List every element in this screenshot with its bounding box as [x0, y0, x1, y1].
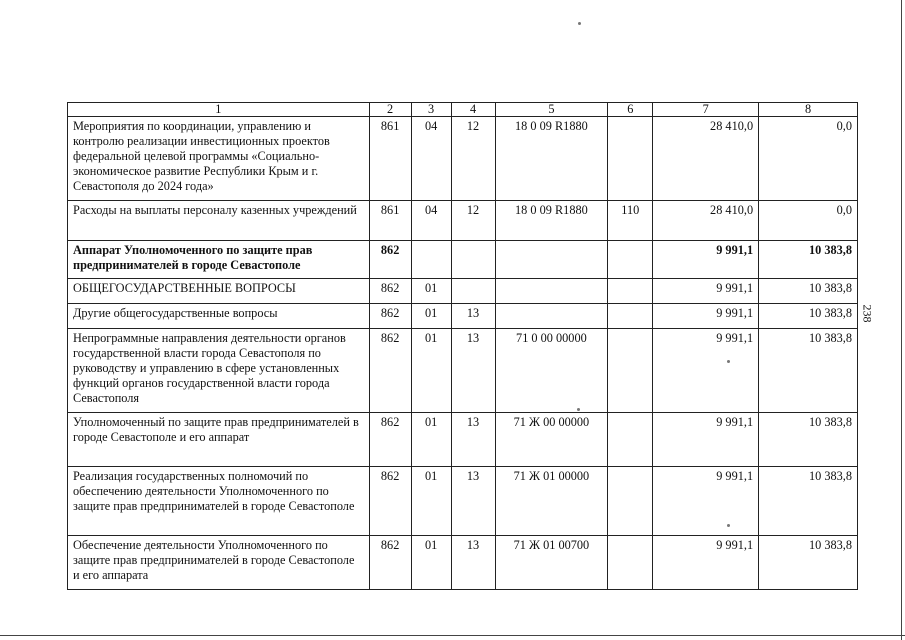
scan-speck	[727, 360, 730, 363]
row-col-2: 861	[369, 117, 411, 201]
row-name: Обеспечение деятельности Уполномоченного по защите прав предпринимателей в городе Севастополе и его аппарата	[68, 536, 370, 590]
row-col-6	[608, 413, 653, 467]
header-col-8: 8	[759, 103, 858, 117]
row-col-8: 10 383,8	[759, 536, 858, 590]
row-name: Расходы на выплаты персоналу казенных учреждений	[68, 201, 370, 241]
row-name: Реализация государственных полномочий по обеспечению деятельности Уполномоченного по защите прав предпринимателей в городе Севастополе	[68, 467, 370, 536]
page-number: 238	[860, 304, 875, 323]
row-col-5: 71 Ж 01 00000	[495, 467, 608, 536]
row-col-7: 9 991,1	[653, 241, 759, 279]
row-col-4	[451, 279, 495, 304]
row-col-8: 10 383,8	[759, 279, 858, 304]
row-col-4: 13	[451, 413, 495, 467]
row-col-4: 13	[451, 329, 495, 413]
row-name: Уполномоченный по защите прав предпринимателей в городе Севастополе и его аппарат	[68, 413, 370, 467]
row-col-4: 13	[451, 536, 495, 590]
row-col-7: 9 991,1	[653, 536, 759, 590]
row-col-5: 71 Ж 01 00700	[495, 536, 608, 590]
row-col-6	[608, 241, 653, 279]
row-name: Другие общегосударственные вопросы	[68, 304, 370, 329]
table-row	[68, 304, 858, 329]
scan-speck	[727, 524, 730, 527]
header-row	[68, 103, 858, 117]
budget-table	[67, 102, 858, 590]
row-col-2: 862	[369, 241, 411, 279]
row-col-5: 71 0 00 00000	[495, 329, 608, 413]
row-col-3: 01	[411, 304, 451, 329]
row-col-8: 10 383,8	[759, 413, 858, 467]
row-name: Мероприятия по координации, управлению и контролю реализации инвестиционных проектов федеральной целевой программы «Социально-экономическое развитие Республики Крым и г. Севастополя до 2024 года»	[68, 117, 370, 201]
row-col-5: 71 Ж 00 00000	[495, 413, 608, 467]
table-row	[68, 241, 858, 279]
row-col-7: 9 991,1	[653, 413, 759, 467]
row-col-7: 9 991,1	[653, 467, 759, 536]
table-row	[68, 117, 858, 201]
row-col-3: 04	[411, 201, 451, 241]
row-col-8: 0,0	[759, 201, 858, 241]
row-col-5	[495, 241, 608, 279]
row-col-3: 01	[411, 467, 451, 536]
row-col-3: 01	[411, 536, 451, 590]
table-row	[68, 329, 858, 413]
row-col-4	[451, 241, 495, 279]
header-col-2: 2	[369, 103, 411, 117]
row-col-4: 13	[451, 467, 495, 536]
header-col-3: 3	[411, 103, 451, 117]
row-name: Аппарат Уполномоченного по защите прав предпринимателей в городе Севастополе	[68, 241, 370, 279]
row-col-8: 0,0	[759, 117, 858, 201]
table-row	[68, 201, 858, 241]
row-col-3: 04	[411, 117, 451, 201]
row-col-3: 01	[411, 413, 451, 467]
table-row	[68, 536, 858, 590]
row-col-6	[608, 536, 653, 590]
row-col-6	[608, 279, 653, 304]
scan-speck	[577, 408, 580, 411]
row-col-2: 862	[369, 329, 411, 413]
row-col-8: 10 383,8	[759, 329, 858, 413]
header-col-5: 5	[495, 103, 608, 117]
row-col-8: 10 383,8	[759, 467, 858, 536]
row-col-7: 9 991,1	[653, 304, 759, 329]
row-col-8: 10 383,8	[759, 241, 858, 279]
table-row	[68, 467, 858, 536]
header-col-4: 4	[451, 103, 495, 117]
row-col-2: 862	[369, 536, 411, 590]
row-col-2: 862	[369, 304, 411, 329]
table-row	[68, 279, 858, 304]
row-col-5: 18 0 09 R1880	[495, 201, 608, 241]
scan-speck	[578, 22, 581, 25]
row-col-5	[495, 279, 608, 304]
row-col-2: 862	[369, 279, 411, 304]
row-col-3	[411, 241, 451, 279]
header-col-6: 6	[608, 103, 653, 117]
row-col-6: 110	[608, 201, 653, 241]
row-col-7: 28 410,0	[653, 117, 759, 201]
row-col-4: 13	[451, 304, 495, 329]
row-col-4: 12	[451, 201, 495, 241]
row-col-2: 862	[369, 413, 411, 467]
row-col-5	[495, 304, 608, 329]
row-col-6	[608, 329, 653, 413]
row-name: ОБЩЕГОСУДАРСТВЕННЫЕ ВОПРОСЫ	[68, 279, 370, 304]
row-col-2: 861	[369, 201, 411, 241]
row-col-6	[608, 467, 653, 536]
row-col-7: 28 410,0	[653, 201, 759, 241]
table-row	[68, 413, 858, 467]
row-col-8: 10 383,8	[759, 304, 858, 329]
page-edge-right	[901, 0, 902, 640]
header-col-7: 7	[653, 103, 759, 117]
page-edge-bottom	[0, 635, 905, 636]
row-col-3: 01	[411, 329, 451, 413]
row-col-4: 12	[451, 117, 495, 201]
row-col-6	[608, 117, 653, 201]
header-col-1: 1	[68, 103, 370, 117]
row-col-7: 9 991,1	[653, 279, 759, 304]
row-col-2: 862	[369, 467, 411, 536]
row-col-6	[608, 304, 653, 329]
row-col-7: 9 991,1	[653, 329, 759, 413]
row-name: Непрограммные направления деятельности органов государственной власти города Севастополя по руководству и управлению в сфере установленных функций органов государственной власти города Севастополя	[68, 329, 370, 413]
row-col-5: 18 0 09 R1880	[495, 117, 608, 201]
row-col-3: 01	[411, 279, 451, 304]
